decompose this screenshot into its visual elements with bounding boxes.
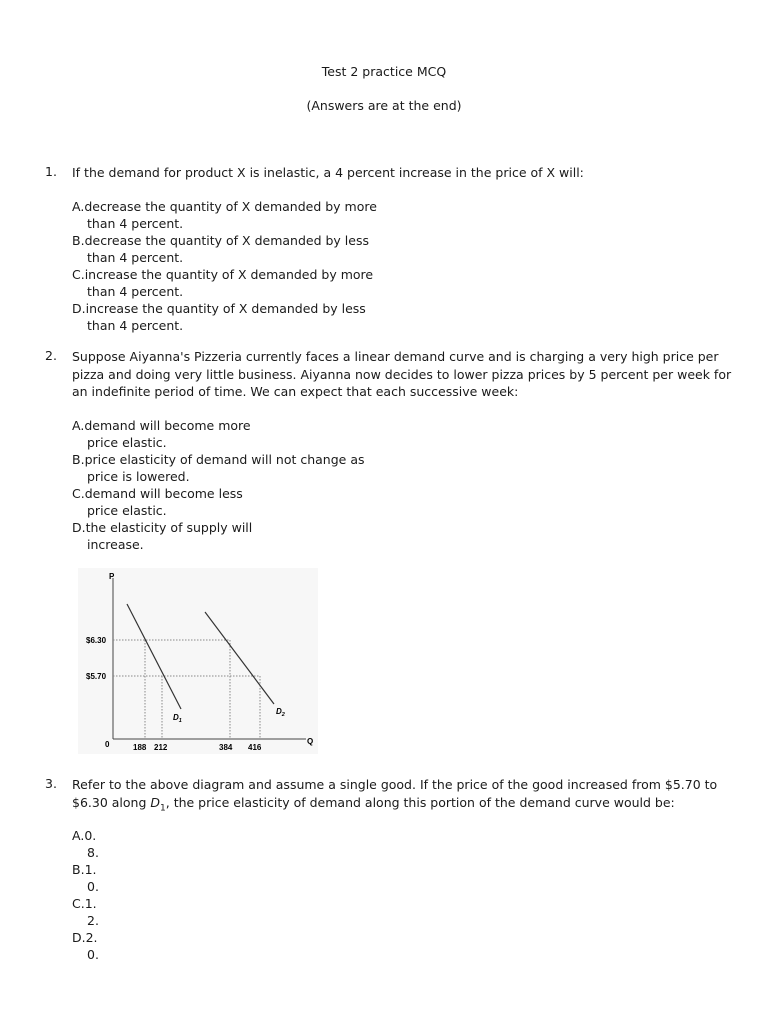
- option-c[interactable]: [72, 485, 402, 519]
- question-text: [72, 776, 732, 818]
- option-letter: C.: [72, 267, 85, 282]
- question-text-part: , the price elasticity of demand along this portion of the demand curve would be:: [165, 794, 675, 810]
- page-title: Test 2 practice MCQ: [321, 64, 447, 79]
- option-text-cont: 0.: [87, 879, 99, 894]
- option-text: 2.: [85, 930, 98, 945]
- option-a[interactable]: [72, 417, 402, 451]
- option-letter: B.: [72, 233, 85, 248]
- q-axis-label: Q: [307, 737, 314, 746]
- option-text-cont: 8.: [87, 845, 99, 860]
- option-text-cont: price elastic.: [87, 435, 167, 450]
- option-d[interactable]: [72, 929, 402, 963]
- price-high-label: $6.30: [86, 636, 107, 645]
- option-a[interactable]: [72, 827, 402, 861]
- option-letter: A.: [72, 828, 85, 843]
- q1-label: 188: [133, 743, 147, 752]
- option-letter: C.: [72, 896, 85, 911]
- curve-ref-letter: D: [150, 794, 161, 810]
- option-letter: D.: [72, 520, 86, 535]
- q2-label: 212: [154, 743, 168, 752]
- d1-subscript: 1: [178, 718, 182, 724]
- option-letter: A.: [72, 418, 85, 433]
- option-text-cont: price is lowered.: [87, 469, 190, 484]
- option-text-cont: than 4 percent.: [87, 284, 184, 299]
- question-number: 3.: [45, 776, 57, 791]
- option-b[interactable]: [72, 861, 402, 895]
- option-text: increase the quantity of X demanded by more: [84, 267, 374, 282]
- option-letter: C.: [72, 486, 85, 501]
- question-number: 1.: [45, 164, 57, 179]
- option-text: decrease the quantity of X demanded by more: [84, 199, 377, 214]
- option-letter: B.: [72, 862, 85, 877]
- page-subtitle: (Answers are at the end): [306, 98, 462, 113]
- option-b[interactable]: [72, 451, 402, 485]
- option-d[interactable]: [72, 300, 402, 334]
- option-letter: A.: [72, 199, 85, 214]
- option-text: 1.: [84, 896, 97, 911]
- option-text-cont: than 4 percent.: [87, 250, 184, 265]
- option-text-cont: than 4 percent.: [87, 318, 184, 333]
- option-text: price elasticity of demand will not change as: [84, 452, 365, 467]
- option-text: increase the quantity of X demanded by less: [85, 301, 366, 316]
- option-text: 1.: [84, 862, 97, 877]
- origin-label: 0: [105, 740, 110, 749]
- option-c[interactable]: [72, 895, 402, 929]
- option-text-cont: 0.: [87, 947, 99, 962]
- diagram-background: [78, 568, 318, 754]
- option-text: demand will become less: [84, 486, 243, 501]
- curve-ref-subscript: 1: [160, 803, 166, 813]
- question-text-part: Refer to the above diagram and assume a single good. If the price of the good increased from $5.70 to $6.30 along: [72, 777, 718, 810]
- option-d[interactable]: [72, 519, 402, 553]
- q3-label: 384: [219, 743, 233, 752]
- option-b[interactable]: [72, 232, 402, 266]
- option-c[interactable]: [72, 266, 402, 300]
- q4-label: 416: [248, 743, 262, 752]
- d2-letter: D: [276, 707, 282, 716]
- option-letter: D.: [72, 930, 86, 945]
- p-axis-label: P: [109, 572, 115, 581]
- price-low-label: $5.70: [86, 672, 107, 681]
- option-text: the elasticity of supply will: [85, 520, 253, 535]
- option-text: decrease the quantity of X demanded by less: [84, 233, 369, 248]
- option-text-cont: increase.: [87, 537, 144, 552]
- question-text: Suppose Aiyanna's Pizzeria currently faces a linear demand curve and is charging a very high price per pizza and doing very little business. Aiyanna now decides to lower pizza prices by 5 percent per week for an indefinite period of time. We can expect that each successive week:: [72, 349, 732, 399]
- question-text: If the demand for product X is inelastic, a 4 percent increase in the price of X will:: [72, 165, 584, 180]
- option-text: demand will become more: [84, 418, 251, 433]
- demand-curves-diagram: [78, 568, 318, 754]
- option-a[interactable]: [72, 198, 402, 232]
- d1-letter: D: [173, 713, 179, 722]
- option-text-cont: 2.: [87, 913, 99, 928]
- d2-subscript: 2: [281, 712, 285, 718]
- option-text-cont: than 4 percent.: [87, 216, 184, 231]
- option-text: 0.: [84, 828, 97, 843]
- option-text-cont: price elastic.: [87, 503, 167, 518]
- question-number: 2.: [45, 348, 57, 363]
- option-letter: D.: [72, 301, 86, 316]
- option-letter: B.: [72, 452, 85, 467]
